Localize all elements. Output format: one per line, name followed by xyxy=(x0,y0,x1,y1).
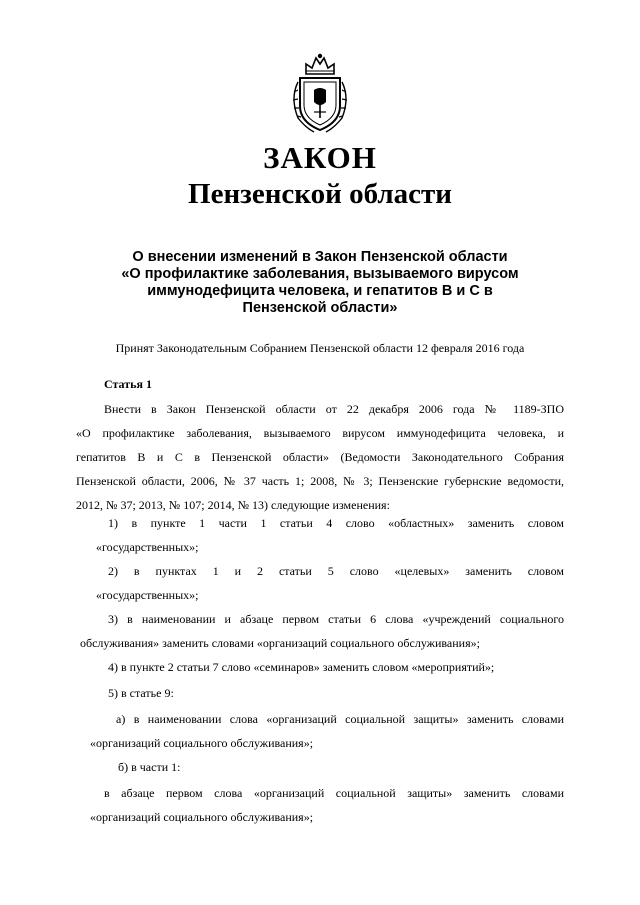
list-item xyxy=(108,655,564,679)
list-item xyxy=(80,607,564,655)
list-item xyxy=(90,707,564,755)
paragraph-line: «государственных»; xyxy=(96,588,199,602)
adoption-note: Принят Законодательным Собранием Пензенской области 12 февраля 2016 года xyxy=(115,341,525,355)
paragraph-line: «О профилактике заболевания, вызываемого вирусом иммунодефицита человека, и xyxy=(76,426,564,440)
paragraph-line: 4) в пункте 2 статьи 7 слово «семинаров» заменить словом «мероприятий»; xyxy=(108,660,495,674)
subject-line: Пензенской области» xyxy=(242,300,398,316)
article-heading: Статья 1 xyxy=(104,377,152,391)
list-item xyxy=(80,559,564,607)
list-item xyxy=(118,755,564,779)
paragraph-line: 5) в статье 9: xyxy=(108,686,174,700)
subject-line: иммунодефицита человека, и гепатитов В и С в xyxy=(147,283,493,299)
law-subject xyxy=(100,249,540,317)
paragraph-line: 3) в наименовании и абзаце первом статьи 6 слова «учреждений социального xyxy=(108,612,564,626)
list-item xyxy=(108,681,564,705)
penza-coat-of-arms-icon xyxy=(284,52,356,134)
paragraph-line: 2) в пунктах 1 и 2 статьи 5 слово «целевых» заменить словом xyxy=(108,564,564,578)
paragraph-line: «организаций социального обслуживания»; xyxy=(90,736,314,750)
article-intro xyxy=(76,397,564,517)
paragraph-line: «государственных»; xyxy=(96,540,199,554)
paragraph-line: Внести в Закон Пензенской области от 22 декабря 2006 года № 1189-ЗПО xyxy=(104,402,564,416)
list-item xyxy=(90,781,564,829)
law-title: ЗАКОН xyxy=(263,140,377,175)
paragraph-line: в абзаце первом слова «организаций социальной защиты» заменить словами xyxy=(104,786,564,800)
paragraph-line: а) в наименовании слова «организаций социальной защиты» заменить словами xyxy=(116,712,564,726)
subject-line: О внесении изменений в Закон Пензенской области xyxy=(132,249,508,265)
paragraph-line: 1) в пункте 1 части 1 статьи 4 слово «областных» заменить словом xyxy=(108,516,564,530)
paragraph-line: Пензенской области, 2006, № 37 часть 1; 2008, № 3; Пензенские губернские ведомости, xyxy=(76,474,564,488)
paragraph-line: «организаций социального обслуживания»; xyxy=(90,810,314,824)
subject-line: «О профилактике заболевания, вызываемого вирусом xyxy=(121,266,519,282)
paragraph-line: обслуживания» заменить словами «организаций социального обслуживания»; xyxy=(80,636,480,650)
law-region-title: Пензенской области xyxy=(188,178,452,210)
paragraph-line: гепатитов В и С в Пензенской области» (Ведомости Законодательного Собрания xyxy=(76,450,564,464)
paragraph-line: 2012, № 37; 2013, № 107; 2014, № 13) следующие изменения: xyxy=(76,498,390,512)
list-item xyxy=(80,511,564,559)
paragraph-line: б) в части 1: xyxy=(118,760,181,774)
